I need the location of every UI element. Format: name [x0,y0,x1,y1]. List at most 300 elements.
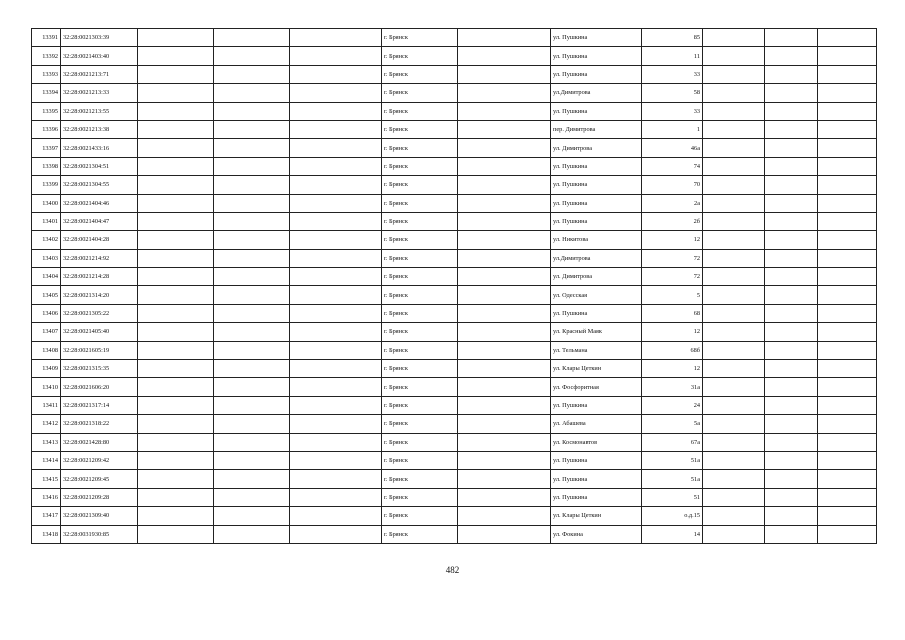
row-number-cell: 13397 [32,139,61,157]
empty-cell [703,415,765,433]
row-number-cell: 13406 [32,304,61,322]
street-cell: ул. Тельмана [551,341,642,359]
street-cell: ул. Красный Маяк [551,323,642,341]
row-number-cell: 13416 [32,488,61,506]
cadastral-number-cell: 32:28:0021309:40 [61,507,138,525]
empty-cell [458,84,551,102]
row-number-cell: 13403 [32,249,61,267]
city-cell: г. Брянск [382,212,458,230]
table-row [32,212,877,230]
row-number-cell: 13400 [32,194,61,212]
cadastral-number-cell: 32:28:0021304:51 [61,157,138,175]
empty-cell [214,378,290,396]
empty-cell [458,396,551,414]
street-cell: пер. Димитрова [551,120,642,138]
house-number-cell: 46а [642,139,703,157]
row-number-cell: 13394 [32,84,61,102]
empty-cell [138,341,214,359]
empty-cell [818,433,877,451]
empty-cell [703,139,765,157]
cadastral-number-cell: 32:28:0021606:20 [61,378,138,396]
empty-cell [703,378,765,396]
city-cell: г. Брянск [382,194,458,212]
row-number-cell: 13404 [32,268,61,286]
table-row [32,341,877,359]
empty-cell [818,360,877,378]
empty-cell [138,525,214,543]
empty-cell [703,249,765,267]
empty-cell [138,249,214,267]
empty-cell [703,157,765,175]
empty-cell [138,65,214,83]
empty-cell [138,157,214,175]
empty-cell [765,157,818,175]
city-cell: г. Брянск [382,304,458,322]
empty-cell [290,286,382,304]
empty-cell [765,433,818,451]
empty-cell [214,470,290,488]
cadastral-number-cell: 32:28:0021209:28 [61,488,138,506]
empty-cell [138,286,214,304]
row-number-cell: 13413 [32,433,61,451]
empty-cell [290,212,382,230]
cadastral-number-cell: 32:28:0021209:42 [61,451,138,469]
empty-cell [703,525,765,543]
empty-cell [214,304,290,322]
city-cell: г. Брянск [382,396,458,414]
empty-cell [818,396,877,414]
table-row [32,249,877,267]
empty-cell [458,176,551,194]
cadastral-number-cell: 32:28:0021404:46 [61,194,138,212]
empty-cell [138,415,214,433]
empty-cell [818,212,877,230]
table-row [32,120,877,138]
empty-cell [765,470,818,488]
city-cell: г. Брянск [382,268,458,286]
city-cell: г. Брянск [382,525,458,543]
row-number-cell: 13399 [32,176,61,194]
cadastral-number-cell: 32:28:0021318:22 [61,415,138,433]
empty-cell [138,102,214,120]
street-cell: ул. Пушкина [551,194,642,212]
empty-cell [214,29,290,47]
table-row [32,194,877,212]
row-number-cell: 13405 [32,286,61,304]
empty-cell [458,341,551,359]
empty-cell [458,304,551,322]
street-cell: ул. Пушкина [551,176,642,194]
house-number-cell: 33 [642,102,703,120]
empty-cell [765,488,818,506]
cadastral-number-cell: 32:28:0021403:40 [61,47,138,65]
empty-cell [138,47,214,65]
table-row [32,451,877,469]
empty-cell [214,47,290,65]
empty-cell [290,433,382,451]
empty-cell [214,525,290,543]
street-cell: ул. Никитова [551,231,642,249]
empty-cell [818,47,877,65]
empty-cell [290,65,382,83]
table-row [32,157,877,175]
city-cell: г. Брянск [382,507,458,525]
empty-cell [703,231,765,249]
empty-cell [703,433,765,451]
empty-cell [765,396,818,414]
empty-cell [290,157,382,175]
empty-cell [290,102,382,120]
empty-cell [290,29,382,47]
empty-cell [458,65,551,83]
house-number-cell: 5а [642,415,703,433]
empty-cell [290,488,382,506]
empty-cell [458,433,551,451]
empty-cell [290,507,382,525]
empty-cell [458,378,551,396]
empty-cell [458,268,551,286]
empty-cell [290,139,382,157]
cadastral-number-cell: 32:28:0021214:28 [61,268,138,286]
empty-cell [214,157,290,175]
cadastral-number-cell: 32:28:0021213:55 [61,102,138,120]
row-number-cell: 13414 [32,451,61,469]
city-cell: г. Брянск [382,29,458,47]
empty-cell [290,525,382,543]
empty-cell [703,396,765,414]
house-number-cell: 67а [642,433,703,451]
empty-cell [458,286,551,304]
empty-cell [138,304,214,322]
empty-cell [290,304,382,322]
street-cell: ул. Пушкина [551,212,642,230]
house-number-cell: 51а [642,451,703,469]
street-cell: ул. Абашева [551,415,642,433]
street-cell: ул. Пушкина [551,470,642,488]
row-number-cell: 13391 [32,29,61,47]
empty-cell [138,176,214,194]
empty-cell [765,341,818,359]
empty-cell [818,451,877,469]
city-cell: г. Брянск [382,470,458,488]
empty-cell [703,488,765,506]
empty-cell [214,341,290,359]
empty-cell [290,231,382,249]
city-cell: г. Брянск [382,451,458,469]
house-number-cell: 51а [642,470,703,488]
table-row [32,268,877,286]
empty-cell [703,304,765,322]
row-number-cell: 13415 [32,470,61,488]
empty-cell [703,470,765,488]
empty-cell [290,341,382,359]
row-number-cell: 13401 [32,212,61,230]
cadastral-number-cell: 32:28:0021404:47 [61,212,138,230]
house-number-cell: 5 [642,286,703,304]
empty-cell [458,212,551,230]
empty-cell [765,212,818,230]
empty-cell [818,157,877,175]
cadastral-number-cell: 32:28:0021404:28 [61,231,138,249]
house-number-cell: 68 [642,304,703,322]
empty-cell [138,470,214,488]
empty-cell [458,139,551,157]
empty-cell [290,378,382,396]
house-number-cell: 24 [642,396,703,414]
empty-cell [458,323,551,341]
city-cell: г. Брянск [382,157,458,175]
empty-cell [138,433,214,451]
street-cell: ул. Пушкина [551,29,642,47]
house-number-cell: 12 [642,360,703,378]
city-cell: г. Брянск [382,176,458,194]
empty-cell [214,176,290,194]
city-cell: г. Брянск [382,341,458,359]
empty-cell [818,176,877,194]
empty-cell [458,120,551,138]
empty-cell [458,47,551,65]
empty-cell [703,212,765,230]
city-cell: г. Брянск [382,102,458,120]
empty-cell [765,139,818,157]
empty-cell [214,139,290,157]
street-cell: ул. Пушкина [551,396,642,414]
table-row [32,396,877,414]
empty-cell [703,29,765,47]
house-number-cell: 68б [642,341,703,359]
empty-cell [818,84,877,102]
table-row [32,433,877,451]
empty-cell [765,249,818,267]
city-cell: г. Брянск [382,415,458,433]
empty-cell [290,176,382,194]
empty-cell [765,176,818,194]
empty-cell [138,360,214,378]
empty-cell [703,451,765,469]
table-row [32,139,877,157]
row-number-cell: 13409 [32,360,61,378]
empty-cell [818,323,877,341]
empty-cell [214,84,290,102]
empty-cell [138,139,214,157]
table-row [32,286,877,304]
street-cell: ул. Пушкина [551,451,642,469]
cadastral-number-cell: 32:28:0021433:16 [61,139,138,157]
empty-cell [214,451,290,469]
cadastral-number-cell: 32:28:0021317:14 [61,396,138,414]
empty-cell [818,249,877,267]
empty-cell [703,176,765,194]
city-cell: г. Брянск [382,378,458,396]
street-cell: ул. Пушкина [551,157,642,175]
empty-cell [138,29,214,47]
empty-cell [818,194,877,212]
empty-cell [138,451,214,469]
city-cell: г. Брянск [382,120,458,138]
empty-cell [214,65,290,83]
street-cell: ул. Одесская [551,286,642,304]
row-number-cell: 13393 [32,65,61,83]
empty-cell [703,268,765,286]
house-number-cell: 11 [642,47,703,65]
empty-cell [765,378,818,396]
empty-cell [138,231,214,249]
empty-cell [818,65,877,83]
street-cell: ул. Фокина [551,525,642,543]
empty-cell [703,47,765,65]
empty-cell [214,120,290,138]
empty-cell [703,120,765,138]
city-cell: г. Брянск [382,360,458,378]
empty-cell [765,194,818,212]
empty-cell [765,29,818,47]
empty-cell [214,102,290,120]
empty-cell [818,29,877,47]
empty-cell [765,304,818,322]
street-cell: ул. Пушкина [551,304,642,322]
empty-cell [290,415,382,433]
cadastral-number-cell: 32:28:0021428:80 [61,433,138,451]
table-row [32,102,877,120]
empty-cell [765,415,818,433]
cadastral-number-cell: 32:28:0021214:92 [61,249,138,267]
table-row [32,360,877,378]
empty-cell [458,415,551,433]
city-cell: г. Брянск [382,286,458,304]
empty-cell [818,102,877,120]
empty-cell [818,525,877,543]
house-number-cell: 70 [642,176,703,194]
cadastral-number-cell: 32:28:0031930:85 [61,525,138,543]
empty-cell [458,102,551,120]
row-number-cell: 13410 [32,378,61,396]
empty-cell [214,231,290,249]
empty-cell [290,360,382,378]
empty-cell [765,451,818,469]
empty-cell [458,249,551,267]
empty-cell [214,323,290,341]
empty-cell [703,507,765,525]
empty-cell [458,360,551,378]
table-row [32,378,877,396]
house-number-cell: 72 [642,268,703,286]
cadastral-number-cell: 32:28:0021209:45 [61,470,138,488]
street-cell: ул. Пушкина [551,488,642,506]
cadastral-number-cell: 32:28:0021315:35 [61,360,138,378]
empty-cell [138,212,214,230]
empty-cell [214,268,290,286]
row-number-cell: 13408 [32,341,61,359]
city-cell: г. Брянск [382,488,458,506]
empty-cell [765,120,818,138]
empty-cell [458,231,551,249]
empty-cell [765,268,818,286]
city-cell: г. Брянск [382,323,458,341]
cadastral-number-cell: 32:28:0021213:38 [61,120,138,138]
house-number-cell: 1 [642,120,703,138]
empty-cell [765,525,818,543]
empty-cell [214,286,290,304]
empty-cell [703,323,765,341]
empty-cell [818,415,877,433]
street-cell: ул. Димитрова [551,139,642,157]
house-number-cell: 2б [642,212,703,230]
cadastral-number-cell: 32:28:0021304:55 [61,176,138,194]
empty-cell [458,157,551,175]
table-row [32,304,877,322]
empty-cell [214,396,290,414]
empty-cell [765,360,818,378]
house-number-cell: 58 [642,84,703,102]
empty-cell [290,470,382,488]
table-row [32,470,877,488]
row-number-cell: 13396 [32,120,61,138]
street-cell: ул. Космонавтов [551,433,642,451]
empty-cell [818,268,877,286]
empty-cell [703,360,765,378]
empty-cell [214,507,290,525]
empty-cell [703,102,765,120]
empty-cell [214,249,290,267]
cadastral-number-cell: 32:28:0021314:20 [61,286,138,304]
house-number-cell: 2а [642,194,703,212]
empty-cell [138,84,214,102]
street-cell: ул. Пушкина [551,65,642,83]
house-number-cell: 12 [642,323,703,341]
row-number-cell: 13407 [32,323,61,341]
house-number-cell: о.д.15 [642,507,703,525]
empty-cell [214,194,290,212]
empty-cell [458,488,551,506]
empty-cell [138,194,214,212]
empty-cell [818,231,877,249]
house-number-cell: 74 [642,157,703,175]
city-cell: г. Брянск [382,84,458,102]
empty-cell [765,47,818,65]
empty-cell [290,249,382,267]
table-row [32,231,877,249]
empty-cell [138,488,214,506]
empty-cell [290,194,382,212]
empty-cell [290,323,382,341]
street-cell: ул. Фосфоритная [551,378,642,396]
row-number-cell: 13398 [32,157,61,175]
empty-cell [765,231,818,249]
house-number-cell: 31а [642,378,703,396]
empty-cell [765,65,818,83]
empty-cell [290,47,382,65]
cadastral-number-cell: 32:28:0021305:22 [61,304,138,322]
empty-cell [290,84,382,102]
cadastral-number-cell: 32:28:0021405:40 [61,323,138,341]
empty-cell [703,84,765,102]
street-cell: ул. Димитрова [551,268,642,286]
empty-cell [458,29,551,47]
table-row [32,65,877,83]
street-cell: ул. Клары Цеткин [551,360,642,378]
empty-cell [703,341,765,359]
empty-cell [138,323,214,341]
table-row [32,176,877,194]
empty-cell [290,268,382,286]
city-cell: г. Брянск [382,231,458,249]
street-cell: ул.Димитрова [551,84,642,102]
row-number-cell: 13392 [32,47,61,65]
table-row [32,415,877,433]
house-number-cell: 12 [642,231,703,249]
row-number-cell: 13417 [32,507,61,525]
empty-cell [458,194,551,212]
